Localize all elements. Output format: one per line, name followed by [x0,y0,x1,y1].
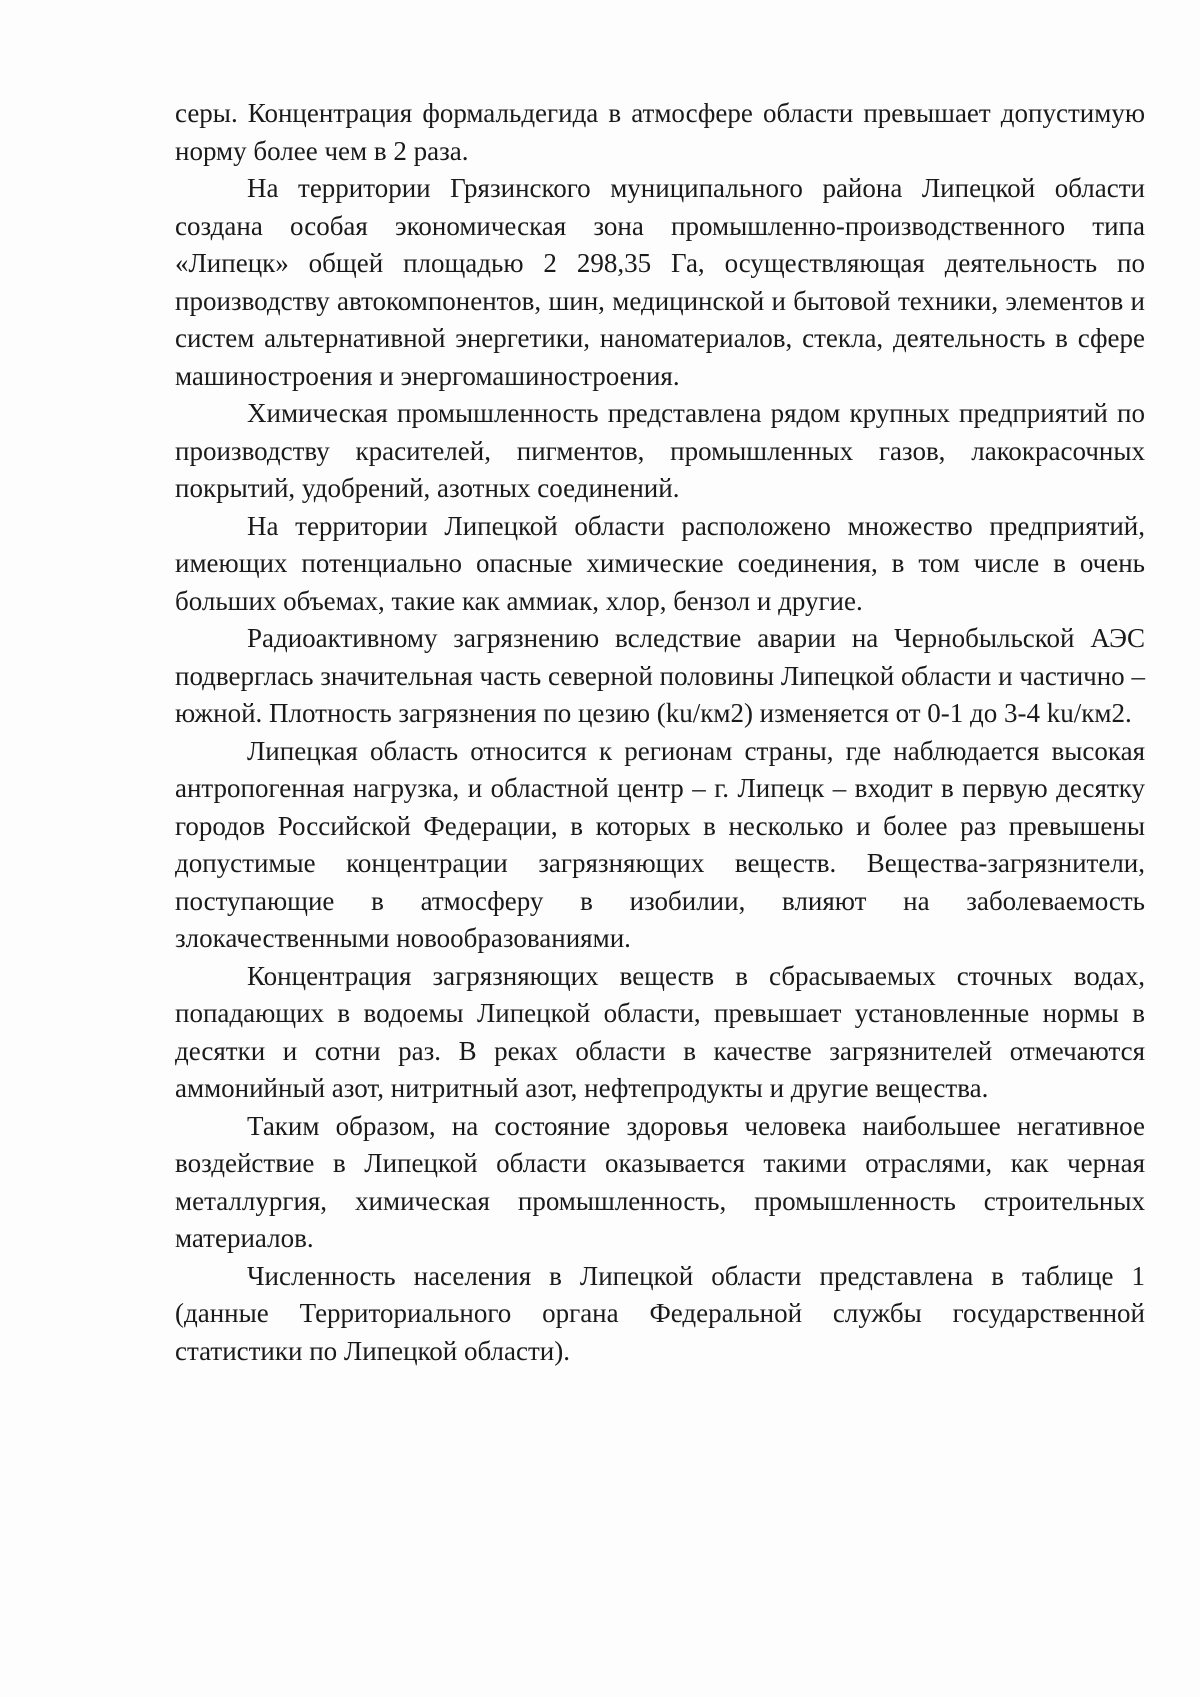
document-body [175,95,1145,1370]
paragraph-chemical-industry: Химическая промышленность представлена рядом крупных предприятий по производству красителей, пигментов, промышленных газов, лакокрасочных покрытий, удобрений, азотных соединений. [175,398,1145,503]
paragraph-special-economic-zone: На территории Грязинского муниципального района Липецкой области создана особая экономическая зона промышленно-производственного типа «Липецк» общей площадью 2 298,35 Га, осуществляющая деятельность по производству автокомпонентов, шин, медицинской и бытовой техники, элементов и систем альтернативной энергетики, наноматериалов, стекла, деятельность в сфере машиностроения и энергомашиностроения. [175,173,1145,391]
paragraph-radioactive-contamination: Радиоактивному загрязнению вследствие аварии на Чернобыльской АЭС подверглась значительная часть северной половины Липецкой области и частично – южной. Плотность загрязнения по цезию (ku/км2) изменяется от 0-1 до 3-4 ku/км2. [175,623,1145,728]
paragraph-hazardous-chemicals: На территории Липецкой области расположено множество предприятий, имеющих потенциально опасные химические соединения, в том числе в очень больших объемах, такие как аммиак, хлор, бензол и другие. [175,510,1145,616]
paragraph-formaldehyde: серы. Концентрация формальдегида в атмосфере области превышает допустимую норму более чем в 2 раза. [175,98,1145,166]
paragraph-wastewater: Концентрация загрязняющих веществ в сбрасываемых сточных водах, попадающих в водоемы Липецкой области, превышает установленные нормы в десятки и сотни раз. В реках области в качестве загрязнителей отмечаются аммонийный азот, нитритный азот, нефтепродукты и другие вещества. [175,960,1145,1103]
paragraph-conclusion: Таким образом, на состояние здоровья человека наибольшее негативное воздействие в Липецкой области оказывается такими отраслями, как черная металлургия, химическая промышленность, промышленность строительных материалов. [175,1110,1145,1253]
paragraph-anthropogenic-load: Липецкая область относится к регионам страны, где наблюдается высокая антропогенная нагрузка, и областной центр – г. Липецк – входит в первую десятку городов Российской Федерации, в которых в несколько и более раз превышены допустимые концентрации загрязняющих веществ. Вещества-загрязнители, поступающие в атмосферу в изобилии, влияют на заболеваемость злокачественными новообразованиями. [175,735,1145,953]
paragraph-population-reference: Численность населения в Липецкой области представлена в таблице 1 (данные Территориального органа Федеральной службы государственной статистики по Липецкой области). [175,1260,1145,1366]
